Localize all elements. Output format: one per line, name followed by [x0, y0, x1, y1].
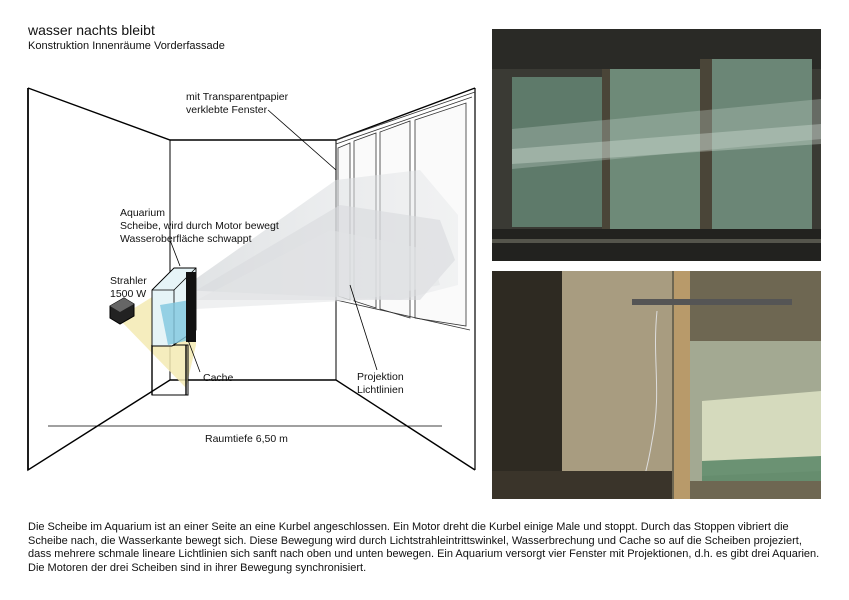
page-title: wasser nachts bleibt	[28, 22, 155, 38]
label-projektion-2: Lichtlinien	[357, 384, 404, 396]
label-fenster-1: mit Transparentpapier	[186, 91, 289, 103]
page-subtitle: Konstruktion Innenräume Vorderfassade	[28, 40, 225, 52]
label-aquarium-3: Wasseroberfläche schwappt	[120, 233, 252, 245]
cache-panel	[186, 272, 196, 342]
photo-aquarium	[492, 271, 821, 499]
label-fenster-2: verklebte Fenster	[186, 104, 268, 116]
label-aquarium-2: Scheibe, wird durch Motor bewegt	[120, 220, 279, 232]
label-strahler-2: 1500 W	[110, 288, 147, 300]
label-raumtiefe: Raumtiefe 6,50 m	[205, 433, 288, 445]
label-strahler-1: Strahler	[110, 275, 147, 287]
label-aquarium-1: Aquarium	[120, 207, 165, 219]
label-projektion-1: Projektion	[357, 371, 404, 383]
description-caption: Die Scheibe im Aquarium ist an einer Seite an eine Kurbel angeschlossen. Ein Motor dreht die Kurbel einige Male und stoppt. Durch das Stoppen vibriert die Scheibe nach, die Wasserkante bewegt sich. Diese Bewegung wird durch Lichtstrahleintrittswinkel, Wasserbrechung und Cache so auf die Scheiben projeziert, dass mehrere schmale lineare Lichtlinien sich sanft nach oben und unten bewegen. Ein Aquarium versorgt vier Fenster mit Projektionen, d.h. es gibt drei Aquarien. Die Motoren der drei Scheiben sind in ihrer Bewegung synchronisiert.	[28, 521, 820, 574]
photo-windows	[492, 29, 821, 261]
label-cache: Cache	[203, 372, 234, 384]
